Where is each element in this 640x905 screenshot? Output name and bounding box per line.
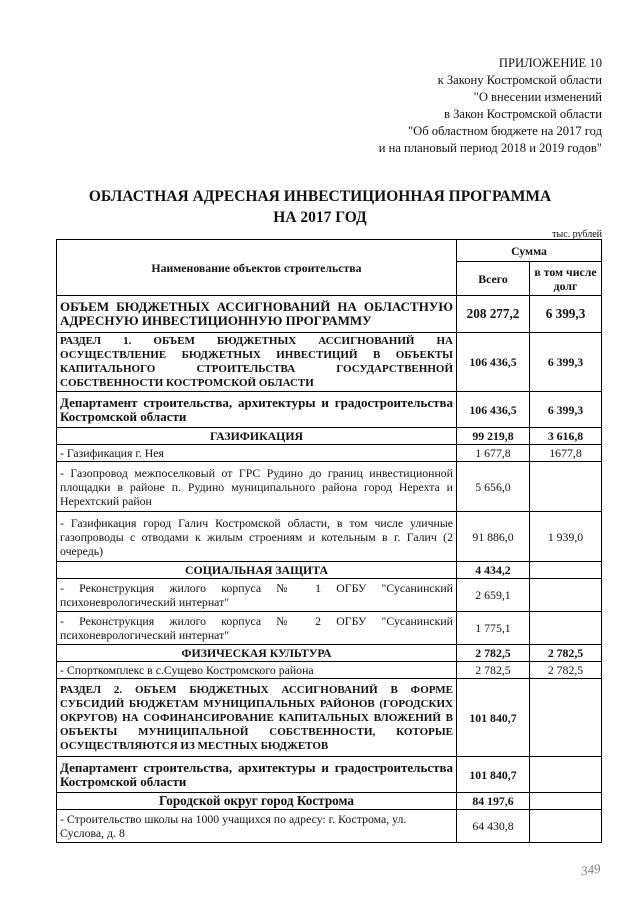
row-total: 208 277,2 — [457, 296, 530, 333]
row-name: - Реконструкция жилого корпуса № 1 ОГБУ "Сусанинский психоневрологический интернат" — [57, 579, 457, 612]
row-incl: 6 399,3 — [530, 296, 602, 333]
row-incl — [530, 679, 602, 757]
table-row — [57, 296, 602, 333]
table-row — [57, 793, 602, 810]
row-total: 2 782,5 — [457, 645, 530, 662]
row-name: Департамент строительства, архитектуры и градостроительства Костромской области — [57, 757, 457, 793]
row-incl — [530, 793, 602, 810]
table-row — [57, 612, 602, 645]
title-line: ОБЛАСТНАЯ АДРЕСНАЯ ИНВЕСТИЦИОННАЯ ПРОГРАММА — [88, 188, 552, 205]
appendix-line: в Закон Костромской области — [444, 107, 602, 121]
row-total: 84 197,6 — [457, 793, 530, 810]
row-name: ОБЪЕМ БЮДЖЕТНЫХ АССИГНОВАНИЙ НА ОБЛАСТНУЮ АДРЕСНУЮ ИНВЕСТИЦИОННУЮ ПРОГРАММУ — [57, 296, 457, 333]
row-incl: 6 399,3 — [530, 392, 602, 428]
page-title — [0, 186, 640, 228]
row-name: РАЗДЕЛ 2. ОБЪЕМ БЮДЖЕТНЫХ АССИГНОВАНИЙ В ФОРМЕ СУБСИДИЙ БЮДЖЕТАМ МУНИЦИПАЛЬНЫХ РАЙОНОВ (ГОРОДСКИХ ОКРУГОВ) НА СОФИНАНСИРОВАНИЕ КАПИТАЛЬНЫХ ВЛОЖЕНИЙ В ОБЪЕКТЫ МУНИЦИПАЛЬНОЙ СОБСТВЕННОСТИ, КОТОРЫЕ ОСУЩЕСТВЛЯЮТСЯ ИЗ МЕСТНЫХ БЮДЖЕТОВ — [57, 679, 457, 757]
row-incl — [530, 562, 602, 579]
row-name: - Газификация г. Нея — [57, 445, 457, 462]
row-incl — [530, 810, 602, 843]
row-total: 2 659,1 — [457, 579, 530, 612]
row-name: Департамент строительства, архитектуры и градостроительства Костромской области — [57, 392, 457, 428]
table-row — [57, 757, 602, 793]
header-name: Наименование объектов строительства — [57, 240, 457, 296]
header-total: Всего — [457, 262, 530, 296]
investment-program-table — [56, 239, 602, 843]
table-row — [57, 428, 602, 445]
page-number: 349 — [579, 860, 601, 879]
row-name: - Газификация город Галич Костромской области, в том числе уличные газопроводы с отводами к жилым строениям и котельным в г. Галич (2 очередь) — [57, 512, 457, 562]
header-sum: Сумма — [457, 240, 602, 262]
table-row — [57, 810, 602, 843]
appendix-block — [379, 55, 602, 157]
row-incl: 6 399,3 — [530, 333, 602, 392]
table-row — [57, 462, 602, 512]
header-incl: в том числе долг — [530, 262, 602, 296]
row-incl: 2 782,5 — [530, 645, 602, 662]
row-total: 64 430,8 — [457, 810, 530, 843]
row-name: Городской округ город Кострома — [57, 793, 457, 810]
table-row — [57, 645, 602, 662]
row-name: ФИЗИЧЕСКАЯ КУЛЬТУРА — [57, 645, 457, 662]
table-row — [57, 679, 602, 757]
row-total: 91 886,0 — [457, 512, 530, 562]
row-total: 106 436,5 — [457, 333, 530, 392]
row-total: 101 840,7 — [457, 757, 530, 793]
appendix-line: ПРИЛОЖЕНИЕ 10 — [498, 56, 602, 70]
table-row — [57, 512, 602, 562]
row-name: - Строительство школы на 1000 учащихся по адресу: г. Кострома, ул. Суслова, д. 8 — [57, 810, 457, 843]
row-name: СОЦИАЛЬНАЯ ЗАЩИТА — [57, 562, 457, 579]
units-label: тыс. рублей — [552, 229, 602, 240]
row-total: 106 436,5 — [457, 392, 530, 428]
appendix-line: к Закону Костромской области — [437, 73, 602, 87]
table-row — [57, 445, 602, 462]
row-incl: 1677,8 — [530, 445, 602, 462]
table-row — [57, 579, 602, 612]
row-name: - Реконструкция жилого корпуса № 2 ОГБУ "Сусанинский психоневрологический интернат" — [57, 612, 457, 645]
row-incl: 1 939,0 — [530, 512, 602, 562]
row-name: - Спорткомплекс в с.Сущево Костромского района — [57, 662, 457, 679]
appendix-line: "Об областном бюджете на 2017 год — [407, 124, 602, 138]
table-row — [57, 662, 602, 679]
table-row — [57, 392, 602, 428]
row-incl — [530, 757, 602, 793]
row-name: ГАЗИФИКАЦИЯ — [57, 428, 457, 445]
row-total: 2 782,5 — [457, 662, 530, 679]
row-total: 101 840,7 — [457, 679, 530, 757]
row-total: 1 775,1 — [457, 612, 530, 645]
row-incl: 2 782,5 — [530, 662, 602, 679]
row-incl — [530, 579, 602, 612]
table-row — [57, 333, 602, 392]
row-name: РАЗДЕЛ 1. ОБЪЕМ БЮДЖЕТНЫХ АССИГНОВАНИЙ НА ОСУЩЕСТВЛЕНИЕ БЮДЖЕТНЫХ ИНВЕСТИЦИЙ В ОБЪЕКТЫ КАПИТАЛЬНОГО СТРОИТЕЛЬСТВА ГОСУДАРСТВЕННОЙ СОБСТВЕННОСТИ КОСТРОМСКОЙ ОБЛАСТИ — [57, 333, 457, 392]
table-row — [57, 562, 602, 579]
row-incl — [530, 462, 602, 512]
appendix-line: и на плановый период 2018 и 2019 годов" — [378, 141, 602, 155]
title-line: НА 2017 ГОД — [273, 209, 367, 226]
row-name: - Газопровод межпоселковый от ГРС Рудино до границ инвестиционной площадки в районе п. Рудино муниципального района город Нерехта и Нерехтский район — [57, 462, 457, 512]
row-total: 1 677,8 — [457, 445, 530, 462]
row-incl — [530, 612, 602, 645]
row-incl: 3 616,8 — [530, 428, 602, 445]
row-total: 4 434,2 — [457, 562, 530, 579]
appendix-line: "О внесении изменений — [473, 90, 602, 104]
row-total: 99 219,8 — [457, 428, 530, 445]
row-total: 5 656,0 — [457, 462, 530, 512]
